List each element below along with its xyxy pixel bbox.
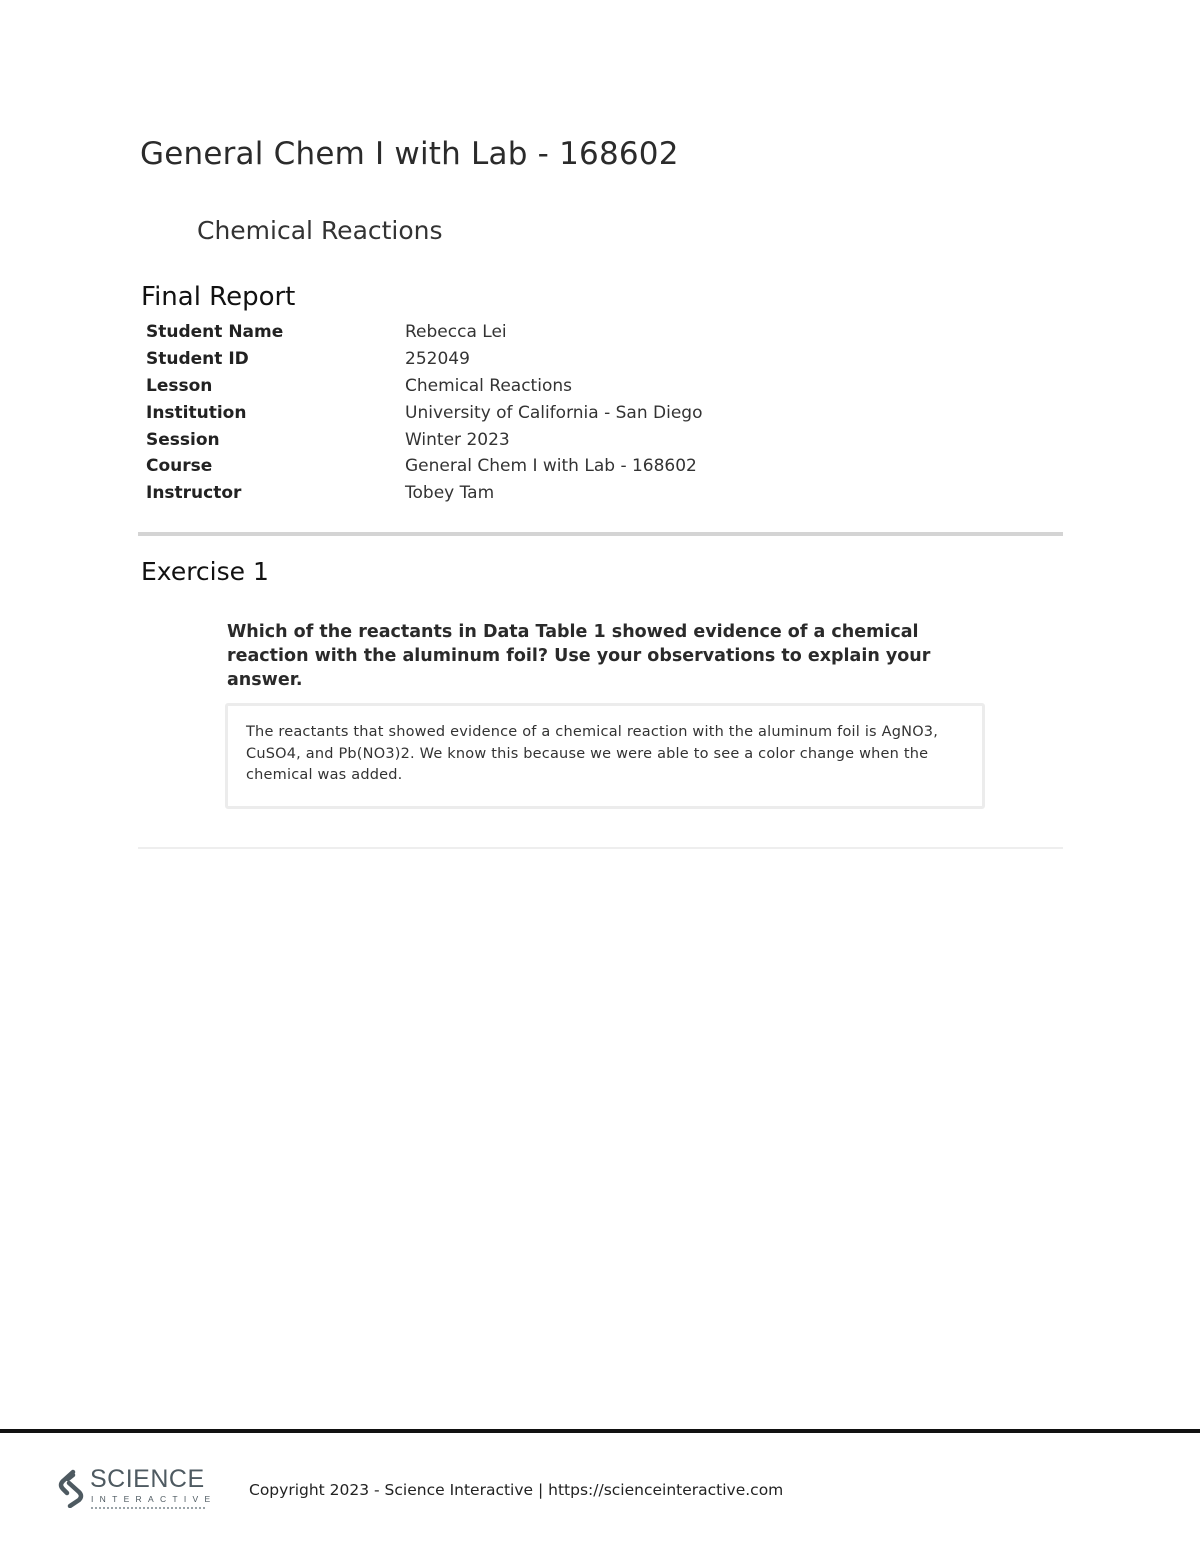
info-value: Rebecca Lei bbox=[405, 322, 507, 343]
logo-wordmark: SCIENCE bbox=[90, 1465, 205, 1493]
student-info-table bbox=[146, 319, 702, 507]
info-value: University of California - San Diego bbox=[405, 402, 703, 423]
info-row-lesson bbox=[146, 373, 702, 400]
info-label: Lesson bbox=[146, 375, 213, 396]
info-value: General Chem I with Lab - 168602 bbox=[405, 456, 697, 477]
report-title: Final Report bbox=[141, 282, 296, 312]
footer-rule bbox=[0, 1429, 1200, 1433]
lesson-title: Chemical Reactions bbox=[197, 216, 443, 245]
info-label: Institution bbox=[146, 402, 247, 423]
logo-subtitle: INTERACTIVE bbox=[91, 1494, 217, 1504]
info-row-course bbox=[146, 453, 702, 480]
info-value: Winter 2023 bbox=[405, 429, 510, 450]
info-value: 252049 bbox=[405, 349, 470, 370]
info-value: Tobey Tam bbox=[405, 483, 495, 504]
info-label: Student Name bbox=[146, 322, 284, 343]
exercise-answer-box: The reactants that showed evidence of a chemical reaction with the aluminum foil is AgNO3, CuSO4, and Pb(NO3)2. We know this because we were able to see a color change when the chemical was added. bbox=[225, 703, 985, 809]
exercise-title: Exercise 1 bbox=[141, 557, 269, 586]
copyright-text: Copyright 2023 - Science Interactive | https://scienceinteractive.com bbox=[249, 1481, 784, 1499]
section-divider bbox=[138, 532, 1063, 536]
info-row-student-id bbox=[146, 346, 702, 373]
section-end-divider bbox=[138, 847, 1063, 849]
info-row-institution bbox=[146, 399, 702, 426]
info-row-session bbox=[146, 426, 702, 453]
info-label: Course bbox=[146, 456, 213, 477]
exercise-question: Which of the reactants in Data Table 1 showed evidence of a chemical reaction with the aluminum foil? Use your observations to explain your answer. bbox=[227, 622, 931, 690]
info-value: Chemical Reactions bbox=[405, 375, 572, 396]
info-label: Student ID bbox=[146, 349, 249, 370]
link-chain-icon bbox=[56, 1468, 86, 1508]
info-row-instructor bbox=[146, 480, 702, 507]
info-label: Session bbox=[146, 429, 220, 450]
info-row-student-name bbox=[146, 319, 702, 346]
science-interactive-logo bbox=[56, 1466, 216, 1518]
logo-tagline-mark bbox=[91, 1507, 205, 1511]
info-label: Instructor bbox=[146, 483, 242, 504]
course-title: General Chem I with Lab - 168602 bbox=[140, 136, 679, 172]
